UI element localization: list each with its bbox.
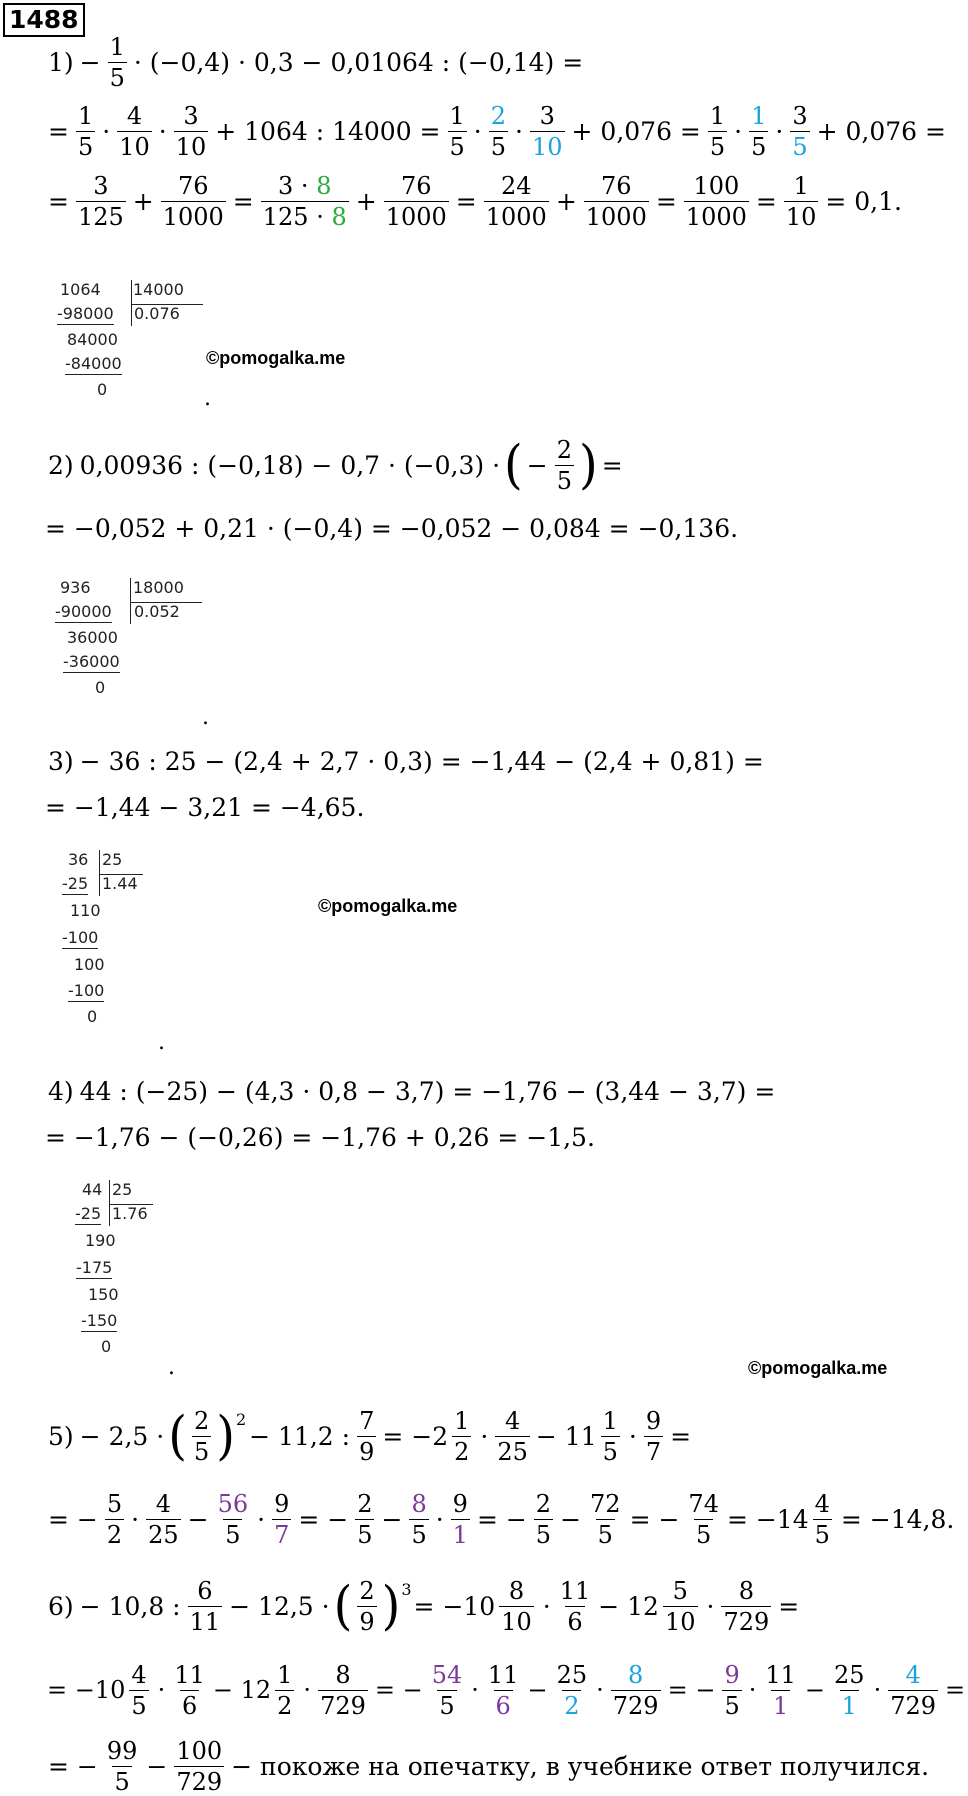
ex6-line2: = −10 4 5 · 11 6 − 12 1 2 · $\frac{8}{729}$ = − $\frac{54}{5}$ · 11 6 − $\frac{25}{2}$ · $\frac{8}{729}$ = − $\frac{9}{5}$ · 11 1 − $\frac{25}{1}$ · $\frac{4}{729}$ = bbox=[47, 1660, 966, 1720]
watermark: ©pomogalka.me bbox=[206, 348, 346, 368]
ex2-line1: 2) 0,00936 : (−0,18) − 0,7 · (−0,3) · ( − $\frac{2}{5}$ ) = bbox=[48, 434, 623, 496]
ex1-line2: = $\frac{1}{5}$ · 4 10 · 3 10 + 1064 : 14000 = $\frac{1}{5}$ · 2 5 · 3 10 + 0,076 = $\frac{1}{5}$ · 1 5 · 3 5 + 0,076 = bbox=[48, 101, 946, 161]
long-division-3: 36 25 -25 1.44 110 -100 100 -100 0 bbox=[60, 850, 160, 1040]
ex3-line1: 3) − 36 : 25 − (2,4 + 2,7 · 0,3) = −1,44 − (2,4 + 0,81) = bbox=[48, 746, 764, 776]
ex5-line1: 5) − 2,5 · ( 2 5 ) 2 − 11,2 : $\frac{7}{9}$ = −2 1 2 · 4 25 − 11 1 5 · $\frac{9}{7}$ = bbox=[48, 1405, 692, 1467]
dot: . bbox=[204, 386, 211, 411]
watermark: ©pomogalka.me bbox=[318, 896, 458, 916]
ex3-line2: = −1,44 − 3,21 = −4,65. bbox=[45, 792, 365, 822]
ex2-line2: = −0,052 + 0,21 · (−0,4) = −0,052 − 0,084 = −0,136. bbox=[45, 513, 739, 543]
ex4-line1: 4) 44 : (−25) − (4,3 · 0,8 − 3,7) = −1,76 − (3,44 − 3,7) = bbox=[48, 1076, 776, 1106]
long-division-1: 1064 14000 -98000 0.076 84000 -84000 0 bbox=[55, 280, 205, 415]
dot: . bbox=[158, 1030, 165, 1055]
ex5-line2: = − $\frac{5}{2}$ · 4 25 − $\frac{56}{5}$ · $\frac{9}{7}$ = − $\frac{2}{5}$ − $\frac{8}{5}$ · $\frac{9}{1}$ = − $\frac{2}{5}$ − $\frac{72}{5}$ = − $\frac{74}{5}$ = −14 4 5 = −14,8. bbox=[48, 1489, 955, 1549]
ex1-line3: = $\frac{3}{125}$ + $\frac{76}{1000}$ = $\frac{3 \cdot 8}{125 \cdot 8}$ + $\frac{76}{1000}$ = $\frac{24}{1000}$ + $\frac{76}{1000}$ = $\frac{100}{1000}$ = $\frac{1}{10}$ = 0,1. bbox=[48, 171, 902, 231]
ex6-line1: 6) − 10,8 : 6 11 − 12,5 · ( 2 9 ) 3 = −10 8 10 · 11 6 − 12 5 10 · $\frac{8}{729}$ = bbox=[48, 1575, 800, 1637]
problem-number: 1488 bbox=[3, 3, 85, 37]
fraction: $\frac{1}{5}$ bbox=[109, 32, 125, 92]
dot: . bbox=[202, 705, 209, 730]
dot: . bbox=[168, 1355, 175, 1380]
long-division-4: 44 25 -25 1.76 190 -175 150 -150 0 bbox=[70, 1180, 170, 1370]
ex6-line3: = − $\frac{99}{5}$ − $\frac{100}{729}$ − покоже на опечатку, в учебнике ответ получился. bbox=[48, 1736, 930, 1796]
ex4-line2: = −1,76 − (−0,26) = −1,76 + 0,26 = −1,5. bbox=[45, 1122, 595, 1152]
watermark: ©pomogalka.me bbox=[748, 1358, 888, 1378]
long-division-2: 936 18000 -90000 0.052 36000 -36000 0 bbox=[55, 578, 205, 713]
ex1-line1: 1) − $\frac{1}{5}$ · (−0,4) · 0,3 − 0,01064 : (−0,14) = bbox=[48, 32, 584, 92]
